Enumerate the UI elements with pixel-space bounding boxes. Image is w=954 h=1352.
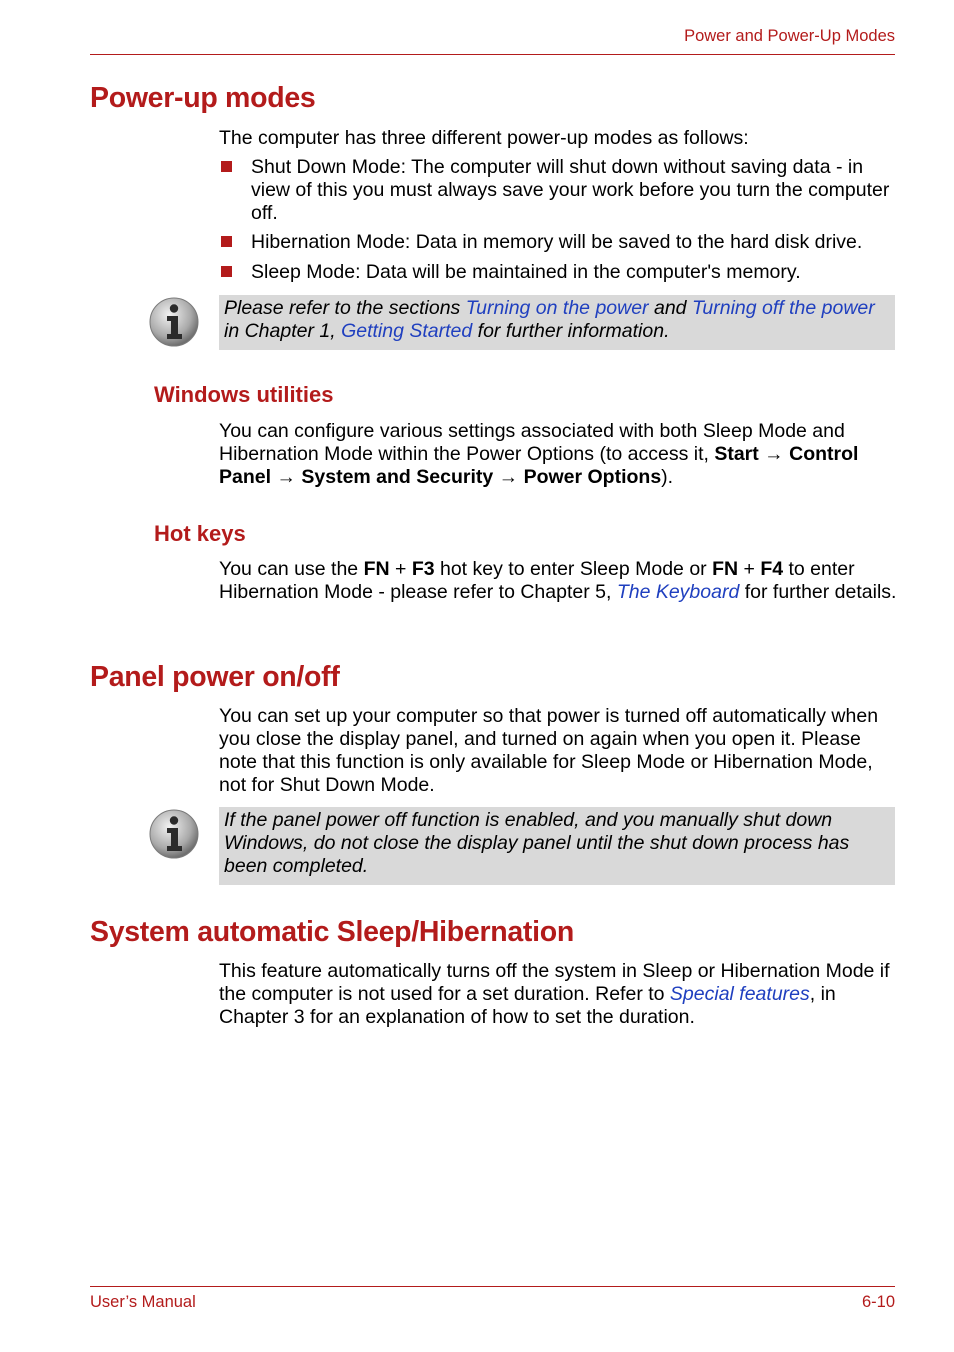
arrow-icon: → <box>271 466 302 488</box>
plus-sign: + <box>738 558 761 580</box>
panel-power-body: You can set up your computer so that power is turned off automatically when you close the display panel, and turned on again when you open it. Please note that this function is only available for Sleep Mode or Hibernation Mode, not for Shut Down Mode. <box>219 705 879 796</box>
power-up-intro: The computer has three different power-up modes as follows: <box>219 127 749 149</box>
windows-utilities-body <box>219 420 899 489</box>
body-text: hot key to enter Sleep Mode or <box>434 558 713 580</box>
header-rule <box>90 54 895 55</box>
key-fn: FN <box>712 558 739 580</box>
link-special-features[interactable]: Special features <box>669 983 810 1005</box>
footer-manual-title: User’s Manual <box>90 1293 196 1311</box>
bullet-item <box>219 261 899 284</box>
body-text: , in Chapter 3 for an explanation of how to set the duration. <box>219 983 836 1028</box>
footer-rule <box>90 1286 895 1287</box>
bullet-item <box>219 156 899 226</box>
bullet-text: Shut Down Mode: The computer will shut down without saving data - in view of this you must always save your work before you turn the computer off. <box>251 156 890 224</box>
hot-keys-body <box>219 558 899 604</box>
subsection-title-windows-utilities: Windows utilities <box>154 382 334 407</box>
bullet-item <box>219 231 899 254</box>
menu-path-power-options: Power Options <box>523 466 662 488</box>
note-text: Please refer to the sections <box>224 297 466 319</box>
menu-path-control-panel: Control Panel <box>219 443 859 488</box>
key-fn: FN <box>363 558 390 580</box>
running-header: Power and Power-Up Modes <box>684 27 895 45</box>
note-box: If the panel power off function is enabled, and you manually shut down Windows, do not close the display panel until the shut down process has been completed. <box>219 807 895 885</box>
bullet-text: Sleep Mode: Data will be maintained in the computer's memory. <box>251 261 801 283</box>
bullet-square-icon <box>221 266 232 277</box>
body-text: This feature automatically turns off the system in Sleep or Hibernation Mode if the computer is not used for a set duration. Refer to <box>219 960 890 1005</box>
link-turning-on-the-power[interactable]: Turning on the power <box>465 297 649 319</box>
section-title-power-up-modes: Power-up modes <box>90 82 316 114</box>
section-title-auto-sleep: System automatic Sleep/Hibernation <box>90 916 574 948</box>
page-number: 6-10 <box>861 1293 895 1311</box>
note-text: and <box>648 297 692 319</box>
subsection-title-hot-keys: Hot keys <box>154 521 246 546</box>
body-text: for further details. <box>739 581 897 603</box>
body-text: You can configure various settings associated with both Sleep Mode and Hibernation Mode within the Power Options (to access it, <box>219 420 845 465</box>
key-f4: F4 <box>760 558 784 580</box>
auto-sleep-body <box>219 960 899 1029</box>
body-text: You can use the <box>219 558 364 580</box>
bullet-square-icon <box>221 236 232 247</box>
menu-path-system-security: System and Security <box>301 466 494 488</box>
menu-path-start: Start <box>714 443 759 465</box>
body-text: to enter Hibernation Mode - please refer to Chapter 5, <box>219 558 855 603</box>
note-text: in Chapter 1, <box>224 320 342 342</box>
info-icon <box>148 296 200 348</box>
key-f3: F3 <box>411 558 435 580</box>
bullet-square-icon <box>221 161 232 172</box>
link-the-keyboard[interactable]: The Keyboard <box>616 581 740 603</box>
bullet-text: Hibernation Mode: Data in memory will be saved to the hard disk drive. <box>251 231 863 253</box>
info-icon <box>148 808 200 860</box>
link-getting-started[interactable]: Getting Started <box>341 320 473 342</box>
plus-sign: + <box>389 558 412 580</box>
section-title-panel-power: Panel power on/off <box>90 661 340 693</box>
body-text: ). <box>661 466 674 488</box>
link-turning-off-the-power[interactable]: Turning off the power <box>691 297 875 319</box>
arrow-icon: → <box>493 466 524 488</box>
arrow-icon: → <box>758 443 790 465</box>
note-text: for further information. <box>472 320 670 342</box>
note-box <box>219 295 895 350</box>
